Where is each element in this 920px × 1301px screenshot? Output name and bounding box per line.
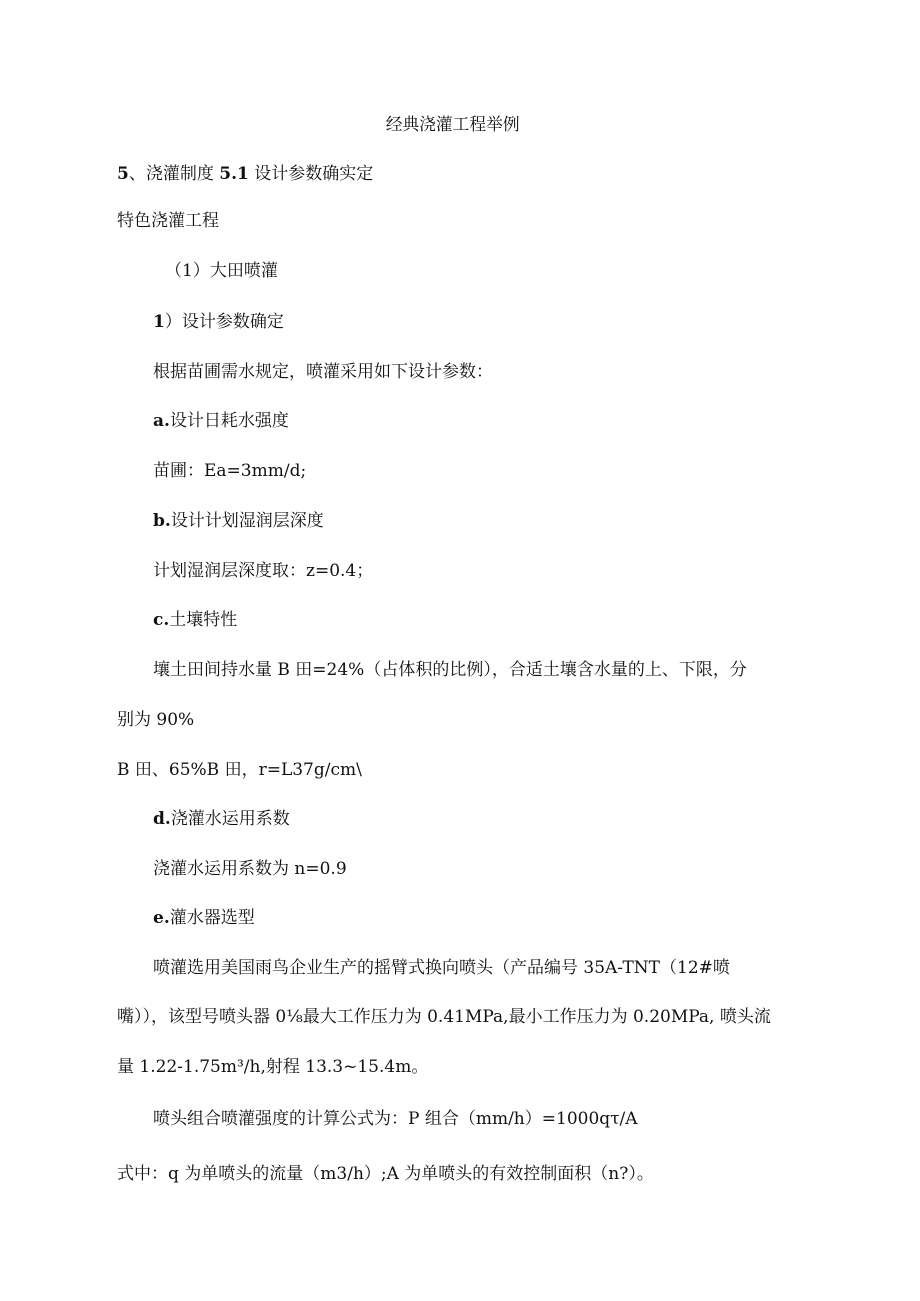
item-c-line3: B 田、65%B 田，r=L37g∕cm\ xyxy=(117,760,362,780)
section-number: 5 xyxy=(117,164,129,184)
item-c-line1: 壤土田间持水量 B 田=24%（占体积的比例），合适土壤含水量的上、下限，分 xyxy=(153,660,747,680)
section-sub-number: 5.1 xyxy=(219,164,249,184)
item-b-letter: b. xyxy=(153,511,171,531)
item-a-letter: a. xyxy=(153,411,170,431)
item1-text: ）设计参数确定 xyxy=(164,312,284,332)
section-heading xyxy=(117,163,373,185)
item-e-line3: 量 1.22-1.75m³∕h,射程 13.3~15.4m。 xyxy=(117,1057,429,1077)
item-b-heading xyxy=(153,510,324,532)
section-text-a: 、浇灌制度 xyxy=(128,164,220,184)
item-c-line2: 别为 90% xyxy=(117,710,195,730)
intro-paragraph: 根据苗圃需水规定，喷灌采用如下设计参数： xyxy=(153,362,493,382)
item-a-value: 苗圃：Ea=3mm∕d; xyxy=(153,461,307,481)
formula-note: 式中：q 为单喷头的流量（m3∕h）;A 为单喷头的有效控制面积（n?）。 xyxy=(117,1164,654,1184)
item-d-value: 浇灌水运用系数为 n=0.9 xyxy=(153,859,347,879)
item-e-line1: 喷灌选用美国雨鸟企业生产的摇臂式换向喷头（产品编号 35A-TNT（12#喷 xyxy=(153,958,730,978)
item-e-heading xyxy=(153,907,255,929)
item-d-letter: d. xyxy=(153,809,171,829)
item-b-text: 设计计划湿润层深度 xyxy=(170,511,324,531)
item1-number: 1 xyxy=(153,312,165,332)
item-a-heading xyxy=(153,410,289,432)
section-text-b: 设计参数确实定 xyxy=(248,164,374,184)
special-heading: 特色浇灌工程 xyxy=(117,211,219,231)
formula-line: 喷头组合喷灌强度的计算公式为：P 组合（mm/h）=1000qτ∕A xyxy=(153,1109,638,1129)
item-c-letter: c. xyxy=(153,610,170,630)
item-e-letter: e. xyxy=(153,908,170,928)
item1-heading xyxy=(153,311,284,333)
item-c-heading xyxy=(153,609,237,631)
item-e-line2: 嘴）），该型号喷头器 0⅛最大工作压力为 0.41MPa,最小工作压力为 0.20MPa, 喷头流 xyxy=(117,1007,771,1027)
document-title: 经典浇灌工程举例 xyxy=(385,115,520,135)
item-e-text: 灌水器选型 xyxy=(169,908,255,928)
item-b-value: 计划湿润层深度取：z=0.4； xyxy=(153,561,374,581)
subsection-heading: （1）大田喷灌 xyxy=(165,261,278,281)
item-c-text: 土壤特性 xyxy=(169,610,238,630)
item-d-text: 浇灌水运用系数 xyxy=(170,809,290,829)
item-d-heading xyxy=(153,808,290,830)
item-a-text: 设计日耗水强度 xyxy=(169,411,289,431)
